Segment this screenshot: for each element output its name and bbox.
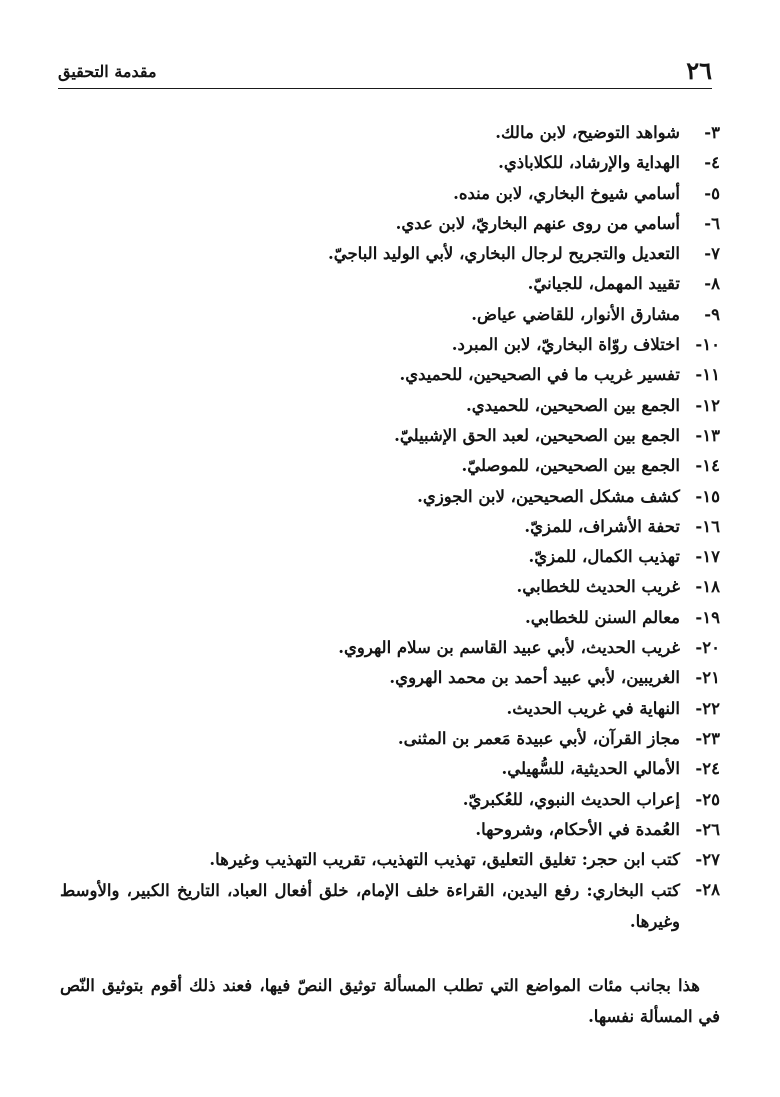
item-text: أسامي شيوخ البخاري، لابن منده. — [453, 183, 680, 203]
item-number: ١٢- — [695, 395, 720, 415]
item-text: الأمالي الحديثية، للسُّهيلي. — [501, 759, 680, 779]
list-item — [60, 633, 720, 663]
item-number: ٢٣- — [695, 728, 720, 748]
list-item — [60, 572, 720, 602]
item-text: كتب ابن حجر: تغليق التعليق، تهذيب التهذيب، تقريب التهذيب وغيرها. — [209, 850, 680, 870]
list-item — [60, 875, 720, 937]
list-item — [60, 512, 720, 542]
source-list — [60, 118, 720, 937]
list-item — [60, 815, 720, 845]
list-item — [60, 118, 720, 148]
list-item — [60, 542, 720, 572]
page-header — [58, 58, 712, 89]
item-text: التعديل والتجريح لرجال البخاري، لأبي الوليد الباجيّ. — [327, 244, 680, 264]
item-text: العُمدة في الأحكام، وشروحها. — [475, 819, 680, 839]
item-number: ٣- — [704, 123, 720, 142]
item-text: تحفة الأشراف، للمزيّ. — [524, 516, 680, 536]
item-text: الجمع بين الصحيحين، للموصليّ. — [461, 456, 680, 476]
item-number: ١٤- — [695, 456, 720, 476]
item-text: الجمع بين الصحيحين، لعبد الحق الإشبيليّ. — [394, 425, 680, 445]
list-item — [60, 360, 720, 390]
item-text: النهاية في غريب الحديث. — [506, 698, 680, 718]
item-text: تهذيب الكمال، للمزيّ. — [528, 547, 680, 567]
list-item — [60, 785, 720, 815]
item-number: ٩- — [704, 304, 720, 324]
item-text: إعراب الحديث النبوي، للعُكبريّ. — [462, 789, 680, 809]
closing-paragraph: هذا بجانب مئات المواضع التي تطلب المسألة توثيق النصّ فيها، فعند ذلك أقوم بتوثيق النّص في المسألة نفسها. — [60, 976, 720, 1026]
item-number: ٥- — [704, 183, 720, 203]
item-number: ١١- — [695, 365, 720, 385]
item-text: معالم السنن للخطابي. — [525, 607, 680, 627]
item-number: ٢١- — [695, 668, 720, 688]
list-item — [60, 845, 720, 875]
list-item — [60, 754, 720, 784]
list-item — [60, 269, 720, 299]
item-number: ٢٨- — [695, 880, 720, 900]
item-number: ١٣- — [695, 425, 720, 445]
list-item — [60, 209, 720, 239]
item-text: الهداية والإرشاد، للكلاباذي. — [498, 153, 680, 173]
item-number: ١٩- — [695, 607, 720, 627]
item-number: ٢٦- — [695, 819, 720, 839]
list-item — [60, 663, 720, 693]
list-item — [60, 724, 720, 754]
item-text: اختلاف روّاة البخاريّ، لابن المبرد. — [451, 335, 680, 355]
item-number: ٢٢- — [695, 698, 720, 718]
list-item — [60, 239, 720, 269]
page-number: ٢٦ — [686, 56, 712, 85]
item-text: شواهد التوضيح، لابن مالك. — [495, 123, 680, 142]
list-item — [60, 300, 720, 330]
list-item — [60, 330, 720, 360]
running-title: مقدمة التحقيق — [58, 62, 157, 81]
item-text: غريب الحديث، لأبي عبيد القاسم بن سلام الهروي. — [338, 638, 680, 658]
list-item — [60, 421, 720, 451]
list-item — [60, 391, 720, 421]
list-item — [60, 694, 720, 724]
list-item — [60, 179, 720, 209]
list-item — [60, 603, 720, 633]
item-text: تقييد المهمل، للجيانيّ. — [527, 274, 680, 294]
item-text: الغريبين، لأبي عبيد أحمد بن محمد الهروي. — [389, 668, 680, 688]
item-text: مشارق الأنوار، للقاضي عياض. — [471, 304, 680, 324]
item-number: ٤- — [704, 153, 720, 173]
item-text: أسامي من روى عنهم البخاريّ، لابن عدي. — [395, 213, 680, 233]
item-number: ١٨- — [695, 577, 720, 597]
item-text: كشف مشكل الصحيحين، لابن الجوزي. — [417, 486, 680, 506]
list-item — [60, 148, 720, 178]
item-number: ١٦- — [695, 516, 720, 536]
item-text: غريب الحديث للخطابي. — [516, 577, 680, 597]
list-item — [60, 482, 720, 512]
item-text: تفسير غريب ما في الصحيحين، للحميدي. — [399, 365, 680, 385]
item-number: ٦- — [704, 213, 720, 233]
item-text: الجمع بين الصحيحين، للحميدي. — [466, 395, 680, 415]
item-number: ٨- — [704, 274, 720, 294]
list-item — [60, 451, 720, 481]
item-number: ٢٤- — [695, 759, 720, 779]
item-number: ١٥- — [695, 486, 720, 506]
item-number: ٢٥- — [695, 789, 720, 809]
item-number: ٧- — [704, 244, 720, 264]
item-number: ١٠- — [695, 335, 720, 355]
item-number: ٢٧- — [695, 850, 720, 870]
item-number: ٢٠- — [695, 638, 720, 658]
item-text: كتب البخاري: رفع اليدين، القراءة خلف الإمام، خلق أفعال العباد، التاريخ الكبير، والأوسط وغيرها. — [60, 881, 680, 932]
item-number: ١٧- — [695, 547, 720, 567]
item-text: مجاز القرآن، لأبي عبيدة مَعمر بن المثنى. — [397, 728, 680, 748]
